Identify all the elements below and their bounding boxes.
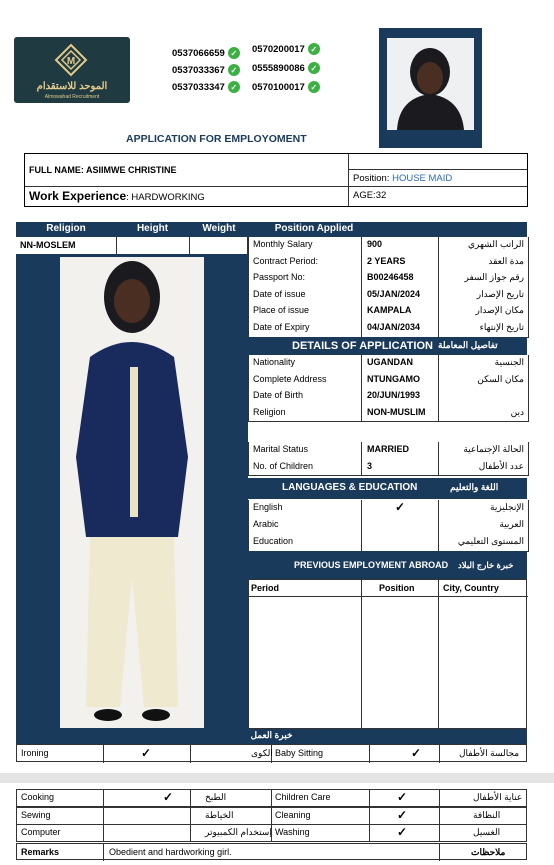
height-header: Height (136, 223, 169, 234)
position-label: Position: (353, 173, 390, 184)
remarks-value: Obedient and hardworking girl. (109, 847, 232, 857)
remarks-label-ar: ملاحظات (471, 847, 506, 857)
details-title-ar: تفاصيل المعاملة (438, 340, 498, 350)
position-value: B00246458 (367, 272, 414, 283)
phone-entry (252, 81, 320, 93)
phone-number: 0537033367 (172, 64, 225, 76)
position-label: Passport No: (253, 272, 306, 283)
detail-label-ar: عدد الأطفال (478, 460, 524, 471)
whatsapp-icon: ✓ (308, 81, 320, 93)
detail-label: Religion (253, 406, 286, 417)
position-value: KAMPALA (367, 305, 412, 316)
logo-emblem-icon (54, 43, 88, 77)
previous-employment-table (248, 579, 527, 729)
language-row (248, 517, 529, 535)
skill-left: Computer (21, 827, 61, 837)
position-label-ar: تاريخ الإنتهاء (479, 322, 524, 332)
full-name: FULL NAME: ASIIMWE CHRISTINE (29, 165, 177, 175)
whatsapp-icon: ✓ (228, 64, 240, 76)
languages-section-header (248, 478, 527, 499)
phone-number: 0537066659 (172, 47, 225, 59)
check-icon: ✓ (141, 746, 152, 760)
position-label-ar: مدة العقد (488, 255, 524, 266)
skill-right: Children Care (275, 792, 331, 802)
skill-left: Sewing (21, 809, 51, 820)
position-row (248, 303, 529, 321)
detail-row (248, 442, 529, 460)
religion-header: Religion (46, 223, 86, 234)
position-value: HOUSE MAID (392, 173, 453, 184)
detail-row (248, 355, 529, 373)
position-applied-header: Position Applied (274, 223, 354, 234)
details-section-header (248, 337, 527, 355)
logo-arabic-text: الموحد للاستقدام (36, 81, 108, 92)
details-title: DETAILS OF APPLICATION (292, 340, 433, 352)
language-label-ar: الإنجليزية (490, 502, 524, 512)
position-value: 900 (367, 239, 383, 249)
col-position: Position (379, 583, 415, 593)
check-icon: ✓ (397, 790, 408, 804)
position-row (248, 270, 529, 288)
skill-right: Washing (275, 827, 310, 837)
full-body-photo (60, 257, 204, 728)
detail-row (248, 405, 529, 423)
detail-label: Marital Status (253, 444, 309, 454)
language-label: Education (253, 536, 294, 546)
religion-value: NN-MOSLEM (20, 240, 76, 250)
skills-title-ar: خبرة العمل (250, 730, 293, 740)
info-box (24, 153, 528, 207)
check-icon: ✓ (397, 807, 408, 822)
skill-baby-sitting-ar: مجالسة الأطفال (459, 748, 520, 758)
photo-frame (16, 254, 248, 730)
position-label-ar: تاريخ الإصدار (476, 288, 524, 299)
position-label: Place of issue (253, 305, 310, 316)
check-icon: ✓ (163, 790, 174, 804)
position-value: 05/JAN/2024 (367, 288, 421, 299)
skill-right-ar: عناية الأطفال (473, 792, 523, 802)
skill-right-ar: النظافة (473, 809, 501, 820)
skills-header (16, 729, 527, 744)
phone-number: 0570200017 (252, 43, 305, 55)
previous-employment-header (248, 551, 527, 579)
language-label: English (253, 502, 283, 512)
detail-label: Date of Birth (253, 390, 304, 400)
phone-entry (172, 81, 240, 93)
person-fullbody-icon (60, 257, 204, 728)
person-headshot-icon (387, 38, 474, 130)
religion-row (16, 237, 248, 255)
col-period: Period (251, 583, 280, 593)
position-label-ar: رقم جواز السفر (464, 272, 524, 283)
skills-row (16, 744, 527, 762)
phone-number: 0555890086 (252, 62, 305, 74)
work-experience (29, 189, 205, 203)
skill-row (16, 789, 527, 807)
detail-label-ar: الجنسية (494, 357, 524, 367)
whatsapp-icon: ✓ (228, 81, 240, 93)
whatsapp-icon: ✓ (308, 43, 320, 55)
phones-left (172, 47, 240, 93)
position-label: Date of issue (253, 288, 306, 299)
work-value: : HARDWORKING (126, 192, 205, 203)
page-title: APPLICATION FOR EMPLOYOMENT (126, 133, 307, 145)
check-icon: ✓ (397, 825, 408, 839)
language-label-ar: العربية (499, 519, 524, 529)
skill-left-ar: الطبخ (205, 792, 227, 802)
logo-english-text: Almowahad Recruitment (44, 94, 100, 100)
position-label: Contract Period: (253, 255, 319, 266)
previous-title-ar: خبرة خارج البلاد (458, 560, 514, 570)
skill-left-ar: إستخدام الكمبيوتر (205, 827, 272, 837)
languages-title: LANGUAGES & EDUCATION (282, 482, 418, 493)
language-row (248, 500, 529, 518)
position-label: Monthly Salary (253, 239, 313, 249)
position-field (353, 173, 452, 184)
skill-right: Cleaning (275, 809, 311, 820)
language-label: Arabic (253, 519, 279, 529)
check-icon: ✓ (411, 746, 422, 760)
company-logo (14, 37, 130, 103)
position-row (248, 287, 529, 305)
detail-label-ar: مكان السكن (477, 373, 524, 384)
detail-value: UGANDAN (367, 357, 413, 367)
whatsapp-icon: ✓ (308, 62, 320, 74)
position-value: 2 YEARS (367, 255, 406, 266)
page-divider (0, 773, 554, 783)
phones-right (252, 43, 320, 93)
position-row (248, 320, 529, 338)
skill-left: Cooking (21, 792, 55, 802)
detail-label: No. of Children (253, 460, 314, 471)
skill-baby-sitting: Baby Sitting (275, 748, 324, 758)
age-field: AGE:32 (353, 190, 387, 201)
skill-left-ar: الخياطة (205, 809, 234, 820)
detail-row (248, 388, 529, 406)
phone-entry (172, 47, 240, 59)
position-label: Date of Expiry (253, 322, 310, 332)
position-row (248, 254, 529, 272)
phone-entry (252, 62, 320, 74)
passport-photo (387, 38, 474, 130)
skill-ironing: Ironing (21, 748, 49, 758)
detail-value: MARRIED (367, 444, 409, 454)
detail-row (248, 459, 529, 477)
phone-entry (172, 64, 240, 76)
detail-label-ar: الحالة الإجتماعية (463, 444, 524, 454)
work-label: Work Experience (29, 189, 127, 203)
skill-right-ar: الغسيل (473, 827, 501, 837)
detail-value: 20/JUN/1993 (367, 390, 421, 400)
detail-value: NON-MUSLIM (367, 406, 426, 417)
detail-row (248, 372, 529, 390)
previous-title: PREVIOUS EMPLOYMENT ABROAD (294, 560, 449, 570)
language-row (248, 534, 529, 552)
skill-row (16, 824, 527, 842)
phone-number: 0570100017 (252, 81, 305, 93)
weight-header: Weight (202, 223, 236, 234)
language-label-ar: المستوى التعليمي (457, 536, 524, 546)
language-check-icon: ✓ (395, 500, 406, 514)
phone-entry (252, 43, 320, 55)
position-label-ar: الراتب الشهري (468, 239, 524, 249)
phone-number: 0537033347 (172, 81, 225, 93)
detail-value: 3 (367, 460, 373, 471)
col-city-country: City, Country (443, 583, 499, 593)
whatsapp-icon: ✓ (228, 47, 240, 59)
top-header-bar (16, 222, 527, 237)
remarks-label: Remarks (21, 847, 60, 857)
detail-label: Nationality (253, 357, 296, 367)
svg-text:M: M (66, 56, 76, 67)
position-label-ar: مكان الإصدار (475, 305, 524, 316)
remarks-row (16, 843, 527, 860)
position-value: 04/JAN/2034 (367, 322, 421, 332)
detail-label: Complete Address (253, 373, 327, 384)
languages-title-ar: اللغة والتعليم (450, 482, 499, 492)
position-row (248, 237, 529, 255)
skill-ironing-ar: الكوى (251, 748, 273, 758)
detail-label-ar: دين (510, 406, 524, 417)
detail-value: NTUNGAMO (367, 373, 420, 384)
passport-photo-frame (379, 28, 482, 148)
skill-row (16, 807, 527, 825)
